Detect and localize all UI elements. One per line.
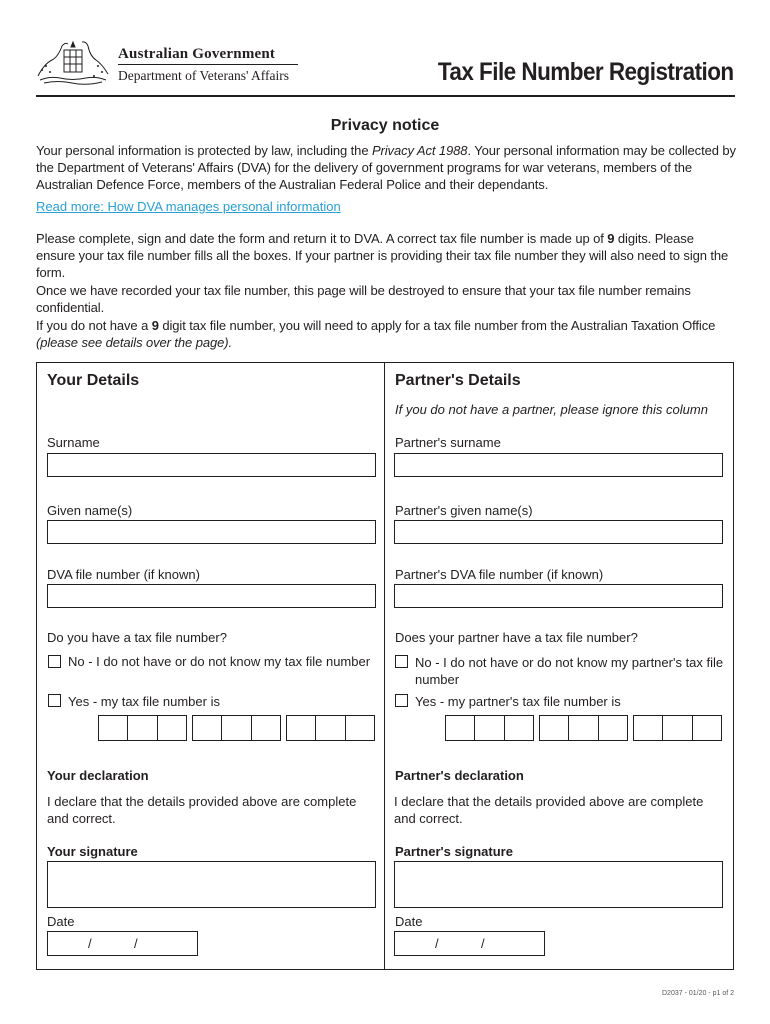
given-name-label: Given name(s) bbox=[47, 503, 133, 518]
date-input[interactable]: / / bbox=[47, 931, 198, 956]
tfn-input-group-3[interactable] bbox=[286, 715, 375, 741]
partner-no-tfn-label: No - I do not have or do not know my partner's tax file number bbox=[415, 655, 724, 687]
partner-tfn-input-group-2[interactable] bbox=[539, 715, 628, 741]
partner-tfn-question: Does your partner have a tax file number? bbox=[395, 630, 638, 645]
partner-signature-box[interactable] bbox=[394, 861, 723, 908]
coat-of-arms-logo bbox=[34, 36, 112, 86]
header-rule bbox=[36, 95, 735, 97]
form-footer-code: D2037 - 01/20 - p1 of 2 bbox=[662, 990, 734, 997]
instructions-paragraph-1: Please complete, sign and date the form and return it to DVA. A correct tax file number is made up of 9 digits. Please ensure your tax file number fills all the boxes. If your partner is providing their tax file number they will also need to sign the form. bbox=[36, 231, 729, 280]
logo-divider bbox=[118, 64, 298, 65]
no-tfn-checkbox[interactable] bbox=[48, 655, 61, 668]
tfn-question: Do you have a tax file number? bbox=[47, 630, 227, 645]
declaration-heading: Your declaration bbox=[47, 768, 149, 783]
surname-input[interactable] bbox=[47, 453, 376, 477]
partner-tfn-input-group-1[interactable] bbox=[445, 715, 534, 741]
privacy-heading: Privacy notice bbox=[330, 117, 440, 134]
yes-tfn-checkbox[interactable] bbox=[48, 694, 61, 707]
privacy-paragraph: Your personal information is protected by law, including the Privacy Act 1988. Your personal information may be collected by the Department of Veterans' Affairs (DVA) for the delivery of government programs for war veterans, members of the Australian Defence Force, members of the Australian Federal Police and their dependants. bbox=[36, 143, 736, 192]
tfn-input-group-2[interactable] bbox=[192, 715, 281, 741]
declaration-text: I declare that the details provided above are complete and correct. bbox=[47, 794, 357, 826]
partner-yes-tfn-label: Yes - my partner's tax file number is bbox=[415, 694, 621, 709]
partner-tfn-input-group-3[interactable] bbox=[633, 715, 722, 741]
department-name: Department of Veterans' Affairs bbox=[118, 68, 290, 83]
partner-declaration-heading: Partner's declaration bbox=[395, 768, 524, 783]
partner-details-heading: Partner's Details bbox=[395, 372, 521, 389]
signature-box[interactable] bbox=[47, 861, 376, 908]
surname-label: Surname bbox=[47, 435, 100, 450]
privacy-link[interactable]: Read more: How DVA manages personal information bbox=[36, 199, 341, 214]
instructions-paragraph-3: If you do not have a 9 digit tax file number, you will need to apply for a tax file number from the Australian Taxation Office (please see details over the page). bbox=[36, 318, 716, 350]
form-title: Tax File Number Registration bbox=[438, 58, 734, 86]
signature-label: Your signature bbox=[47, 844, 138, 859]
given-name-input[interactable] bbox=[47, 520, 376, 544]
yes-tfn-label: Yes - my tax file number is bbox=[68, 694, 220, 709]
partner-date-input[interactable]: / / bbox=[394, 931, 545, 956]
government-name: Australian Government bbox=[118, 46, 276, 62]
dva-file-label: DVA file number (if known) bbox=[47, 567, 200, 582]
partner-dva-file-input[interactable] bbox=[394, 584, 723, 608]
tfn-input-group-1[interactable] bbox=[98, 715, 187, 741]
partner-surname-label: Partner's surname bbox=[395, 435, 501, 450]
partner-declaration-text: I declare that the details provided above are complete and correct. bbox=[394, 794, 704, 826]
partner-no-tfn-checkbox[interactable] bbox=[395, 655, 408, 668]
date-label: Date bbox=[47, 914, 75, 929]
partner-given-name-label: Partner's given name(s) bbox=[395, 503, 533, 518]
no-tfn-label: No - I do not have or do not know my tax file number bbox=[68, 654, 371, 669]
partner-note: If you do not have a partner, please ignore this column bbox=[395, 402, 708, 417]
instructions-paragraph-2: Once we have recorded your tax file number, this page will be destroyed to ensure that your tax file number remains confidential. bbox=[36, 283, 691, 315]
partner-dva-file-label: Partner's DVA file number (if known) bbox=[395, 567, 604, 582]
column-divider bbox=[384, 362, 385, 970]
partner-signature-label: Partner's signature bbox=[395, 844, 513, 859]
your-details-heading: Your Details bbox=[47, 372, 140, 389]
partner-given-name-input[interactable] bbox=[394, 520, 723, 544]
partner-surname-input[interactable] bbox=[394, 453, 723, 477]
dva-file-input[interactable] bbox=[47, 584, 376, 608]
partner-yes-tfn-checkbox[interactable] bbox=[395, 694, 408, 707]
partner-date-label: Date bbox=[395, 914, 423, 929]
